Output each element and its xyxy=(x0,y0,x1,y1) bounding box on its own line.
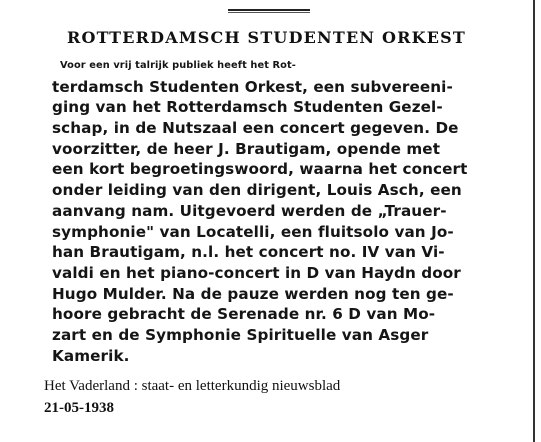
top-rule xyxy=(228,9,310,11)
article-body xyxy=(52,56,524,366)
article-headline: ROTTERDAMSCH STUDENTEN ORKEST xyxy=(67,28,466,47)
article-line: valdi en het piano-concert in D van Haydn door xyxy=(52,263,461,282)
column-border xyxy=(533,0,535,442)
article-line: Voor een vrij talrijk publiek heeft het Rot- xyxy=(60,60,296,71)
article-line: zart en de Symphonie Spirituelle van Asger xyxy=(52,325,429,344)
article-line: Hugo Mulder. Na de pauze werden nog ten ge- xyxy=(52,284,454,303)
source-caption: Het Vaderland : staat- en letterkundig nieuwsblad xyxy=(44,378,341,394)
article-line: een kort begroetingswoord, waarna het concert xyxy=(52,160,468,179)
article-line: schap, in de Nutszaal een concert gegeven. De xyxy=(52,119,459,138)
article-line: voorzitter, de heer J. Brautigam, opende met xyxy=(52,139,441,158)
article-line: aanvang nam. Uitgevoerd werden de „Trauer- xyxy=(52,201,447,220)
date-caption: 21-05-1938 xyxy=(44,400,114,416)
article-line: symphonie" van Locatelli, een fluitsolo van Jo- xyxy=(52,222,454,241)
article-line: han Brautigam, n.l. het concert no. IV van Vi- xyxy=(52,243,445,262)
article-line: terdamsch Studenten Orkest, een subvereeni- xyxy=(52,77,453,96)
article-line: ging van het Rotterdamsch Studenten Gezel- xyxy=(52,98,443,117)
article-line: onder leiding van den dirigent, Louis Asch, een xyxy=(52,181,462,200)
article-line: hoore gebracht de Serenade nr. 6 D van Mo- xyxy=(52,305,436,324)
article-line: Kamerik. xyxy=(52,346,130,365)
